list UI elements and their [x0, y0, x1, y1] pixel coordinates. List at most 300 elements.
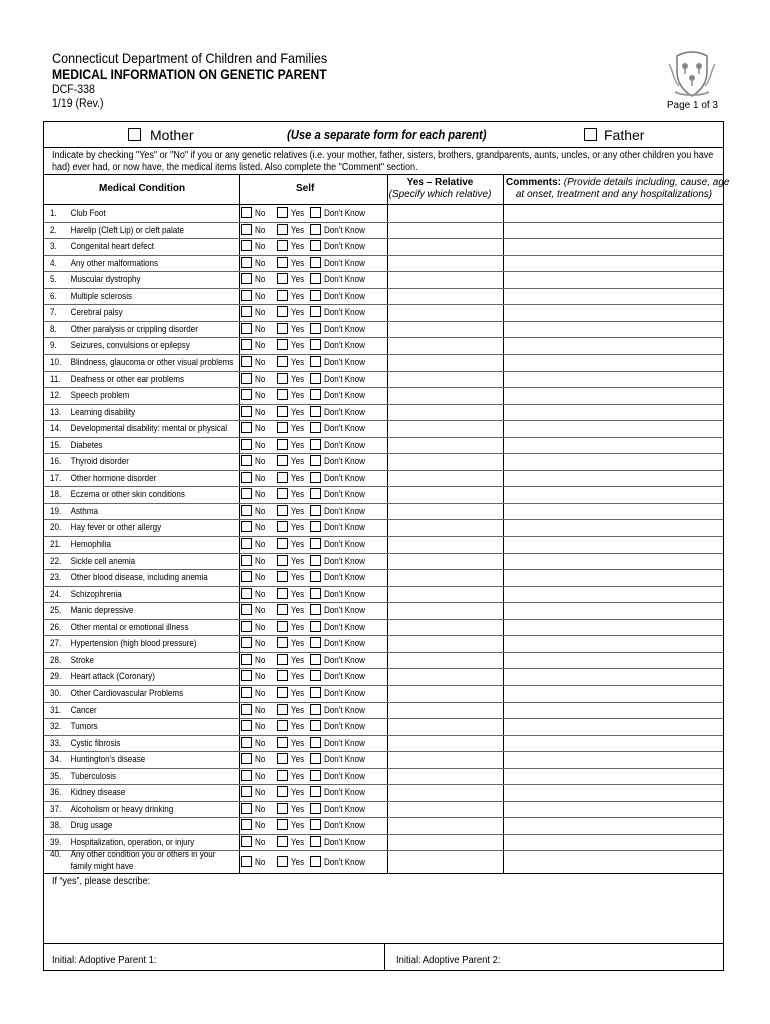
- option-dont-know: [310, 455, 372, 466]
- relative-field[interactable]: [388, 817, 502, 834]
- option-no: [241, 389, 267, 400]
- comments-field[interactable]: [504, 437, 722, 454]
- dont-know-checkbox[interactable]: [310, 819, 321, 830]
- condition-text: Muscular dystrophy: [70, 273, 141, 285]
- option-yes: [277, 621, 306, 632]
- comments-field[interactable]: [504, 536, 722, 553]
- yes-checkbox[interactable]: [277, 670, 288, 681]
- relative-field[interactable]: [388, 586, 502, 603]
- condition-text: Diabetes: [70, 438, 103, 450]
- yes-checkbox[interactable]: [277, 290, 288, 301]
- mother-checkbox[interactable]: [128, 128, 141, 141]
- comments-field[interactable]: [504, 635, 722, 652]
- option-dont-know: [310, 356, 372, 367]
- dont-know-checkbox[interactable]: [310, 422, 321, 433]
- option-label: Yes: [291, 207, 305, 218]
- yes-checkbox[interactable]: [277, 273, 288, 284]
- condition-text: Cystic fibrosis: [70, 736, 121, 748]
- yes-checkbox[interactable]: [277, 555, 288, 566]
- yes-checkbox[interactable]: [277, 505, 288, 516]
- dont-know-checkbox[interactable]: [310, 770, 321, 781]
- relative-field[interactable]: [388, 536, 502, 553]
- dont-know-checkbox[interactable]: [310, 621, 321, 632]
- condition-text: Asthma: [70, 504, 98, 516]
- condition-number: 5.: [50, 273, 57, 285]
- comments-field[interactable]: [504, 553, 722, 570]
- comments-field[interactable]: [504, 586, 722, 603]
- relative-field[interactable]: [388, 321, 502, 338]
- option-label: Yes: [291, 587, 305, 599]
- comments-field[interactable]: [504, 271, 722, 288]
- no-checkbox[interactable]: [241, 422, 252, 433]
- no-checkbox[interactable]: [241, 356, 252, 367]
- option-no: [241, 339, 267, 350]
- dont-know-checkbox[interactable]: [310, 389, 321, 400]
- option-label: Don't Know: [324, 521, 365, 533]
- condition-row: [44, 486, 723, 503]
- condition-row: [44, 652, 723, 669]
- dont-know-checkbox[interactable]: [310, 687, 321, 698]
- no-checkbox[interactable]: [241, 472, 252, 483]
- comments-field[interactable]: [504, 238, 722, 255]
- condition-label: [50, 637, 197, 649]
- dont-know-checkbox[interactable]: [310, 439, 321, 450]
- option-label: Yes: [291, 322, 305, 334]
- dont-know-checkbox[interactable]: [310, 538, 321, 549]
- dont-know-checkbox[interactable]: [310, 224, 321, 235]
- yes-checkbox[interactable]: [277, 621, 288, 632]
- dont-know-checkbox[interactable]: [310, 521, 321, 532]
- relative-field[interactable]: [388, 437, 502, 454]
- yes-checkbox[interactable]: [277, 571, 288, 582]
- comments-field[interactable]: [504, 718, 722, 735]
- option-dont-know: [310, 819, 372, 830]
- dont-know-checkbox[interactable]: [310, 273, 321, 284]
- condition-row: [44, 238, 723, 255]
- option-label: Yes: [291, 670, 305, 682]
- dont-know-checkbox[interactable]: [310, 406, 321, 417]
- no-checkbox[interactable]: [241, 439, 252, 450]
- dont-know-checkbox[interactable]: [310, 505, 321, 516]
- condition-text: Congenital heart defect: [70, 240, 155, 252]
- yes-checkbox[interactable]: [277, 786, 288, 797]
- yes-checkbox[interactable]: [277, 306, 288, 317]
- yes-checkbox[interactable]: [277, 770, 288, 781]
- condition-text: Hemophilia: [70, 538, 111, 549]
- condition-label: [50, 848, 215, 872]
- option-no: [241, 521, 267, 532]
- no-checkbox[interactable]: [241, 488, 252, 499]
- yes-checkbox[interactable]: [277, 836, 288, 847]
- no-checkbox[interactable]: [241, 588, 252, 599]
- comments-field[interactable]: [504, 685, 722, 702]
- option-label: No: [255, 504, 266, 516]
- comments-field[interactable]: [504, 288, 722, 305]
- comments-field[interactable]: [504, 702, 722, 719]
- no-checkbox[interactable]: [241, 505, 252, 516]
- dont-know-checkbox[interactable]: [310, 836, 321, 847]
- relative-field[interactable]: [388, 387, 502, 404]
- comments-field[interactable]: [504, 371, 722, 388]
- initial-adoptive-parent-2[interactable]: Initial: Adoptive Parent 2:: [396, 954, 501, 966]
- comments-field[interactable]: [504, 668, 722, 685]
- no-checkbox[interactable]: [241, 786, 252, 797]
- relative-field[interactable]: [388, 470, 502, 487]
- condition-row: [44, 321, 723, 338]
- comments-field[interactable]: [504, 602, 722, 619]
- relative-field[interactable]: [388, 271, 502, 288]
- initial-adoptive-parent-1[interactable]: Initial: Adoptive Parent 1:: [52, 954, 157, 966]
- dont-know-checkbox[interactable]: [310, 704, 321, 715]
- relative-field[interactable]: [388, 453, 502, 470]
- option-label: No: [255, 372, 266, 384]
- option-no: [241, 571, 267, 582]
- relative-field[interactable]: [388, 569, 502, 586]
- condition-text: Drug usage: [70, 819, 113, 831]
- option-yes: [277, 422, 306, 433]
- no-checkbox[interactable]: [241, 406, 252, 417]
- no-checkbox[interactable]: [241, 704, 252, 715]
- relative-field[interactable]: [388, 420, 502, 437]
- condition-label: [50, 737, 120, 749]
- option-label: Don't Know: [324, 571, 365, 583]
- condition-label: [50, 406, 135, 418]
- form-header: [52, 50, 722, 122]
- yes-checkbox[interactable]: [277, 389, 288, 400]
- yes-checkbox[interactable]: [277, 257, 288, 268]
- option-label: No: [255, 637, 266, 649]
- relative-field[interactable]: [388, 519, 502, 536]
- option-label: No: [255, 306, 266, 318]
- no-checkbox[interactable]: [241, 670, 252, 681]
- comments-field[interactable]: [504, 784, 722, 801]
- relative-field[interactable]: [388, 404, 502, 421]
- yes-checkbox[interactable]: [277, 856, 288, 867]
- dont-know-checkbox[interactable]: [310, 803, 321, 814]
- yes-checkbox[interactable]: [277, 538, 288, 549]
- condition-label: [50, 389, 129, 401]
- no-checkbox[interactable]: [241, 257, 252, 268]
- dont-know-checkbox[interactable]: [310, 737, 321, 748]
- option-dont-know: [310, 290, 372, 301]
- no-checkbox[interactable]: [241, 521, 252, 532]
- dont-know-checkbox[interactable]: [310, 637, 321, 648]
- relative-field[interactable]: [388, 205, 502, 222]
- comments-field[interactable]: [504, 205, 722, 222]
- yes-checkbox[interactable]: [277, 339, 288, 350]
- comments-field[interactable]: [504, 337, 722, 354]
- yes-checkbox[interactable]: [277, 604, 288, 615]
- condition-label: [50, 373, 184, 385]
- dont-know-checkbox[interactable]: [310, 488, 321, 499]
- condition-text-continued: family might have: [70, 860, 134, 872]
- no-checkbox[interactable]: [241, 240, 252, 251]
- no-checkbox[interactable]: [241, 555, 252, 566]
- condition-number: 2.: [50, 223, 57, 235]
- comments-field[interactable]: [504, 751, 722, 768]
- yes-checkbox[interactable]: [277, 240, 288, 251]
- dont-know-checkbox[interactable]: [310, 356, 321, 367]
- condition-number: 4.: [50, 256, 57, 268]
- condition-label: [50, 786, 125, 798]
- no-checkbox[interactable]: [241, 720, 252, 731]
- option-yes: [277, 571, 306, 582]
- dont-know-checkbox[interactable]: [310, 373, 321, 384]
- comments-field[interactable]: [504, 735, 722, 752]
- option-label: No: [255, 819, 266, 831]
- comments-field[interactable]: [504, 850, 722, 867]
- dont-know-checkbox[interactable]: [310, 339, 321, 350]
- relative-field[interactable]: [388, 735, 502, 752]
- relative-field[interactable]: [388, 850, 502, 867]
- comments-field[interactable]: [504, 404, 722, 421]
- yes-checkbox[interactable]: [277, 455, 288, 466]
- relative-field[interactable]: [388, 619, 502, 636]
- condition-row: [44, 702, 723, 719]
- dont-know-checkbox[interactable]: [310, 207, 321, 218]
- relative-field[interactable]: [388, 337, 502, 354]
- relative-field[interactable]: [388, 238, 502, 255]
- option-label: No: [255, 289, 266, 301]
- condition-number: 6.: [50, 289, 57, 301]
- yes-checkbox[interactable]: [277, 588, 288, 599]
- relative-field[interactable]: [388, 304, 502, 321]
- relative-field[interactable]: [388, 768, 502, 785]
- no-checkbox[interactable]: [241, 339, 252, 350]
- option-label: No: [255, 355, 266, 367]
- relative-field[interactable]: [388, 751, 502, 768]
- option-label: No: [255, 587, 266, 599]
- dont-know-checkbox[interactable]: [310, 720, 321, 731]
- no-checkbox[interactable]: [241, 455, 252, 466]
- comments-field[interactable]: [504, 519, 722, 536]
- relative-field[interactable]: [388, 718, 502, 735]
- option-label: Yes: [291, 339, 305, 351]
- condition-label: [50, 687, 183, 699]
- relative-field[interactable]: [388, 503, 502, 520]
- no-checkbox[interactable]: [241, 836, 252, 847]
- option-label: Yes: [291, 571, 305, 583]
- relative-field[interactable]: [388, 652, 502, 669]
- condition-row: [44, 420, 723, 437]
- option-yes: [277, 389, 306, 400]
- yes-checkbox[interactable]: [277, 704, 288, 715]
- option-yes: [277, 406, 306, 417]
- option-label: Yes: [291, 653, 305, 665]
- condition-text: Other mental or emotional illness: [70, 620, 189, 632]
- dont-know-checkbox[interactable]: [310, 472, 321, 483]
- comments-field[interactable]: [504, 387, 722, 404]
- condition-row: [44, 602, 723, 619]
- yes-checkbox[interactable]: [277, 356, 288, 367]
- yes-checkbox[interactable]: [277, 224, 288, 235]
- relative-field[interactable]: [388, 685, 502, 702]
- relative-field[interactable]: [388, 255, 502, 272]
- option-label: Don't Know: [324, 339, 365, 351]
- no-checkbox[interactable]: [241, 856, 252, 867]
- yes-checkbox[interactable]: [277, 406, 288, 417]
- no-checkbox[interactable]: [241, 273, 252, 284]
- dont-know-checkbox[interactable]: [310, 588, 321, 599]
- no-checkbox[interactable]: [241, 306, 252, 317]
- yes-checkbox[interactable]: [277, 439, 288, 450]
- relative-field[interactable]: [388, 801, 502, 818]
- comments-field[interactable]: [504, 817, 722, 834]
- no-checkbox[interactable]: [241, 373, 252, 384]
- relative-field[interactable]: [388, 635, 502, 652]
- dont-know-checkbox[interactable]: [310, 670, 321, 681]
- no-checkbox[interactable]: [241, 207, 252, 218]
- relative-field[interactable]: [388, 354, 502, 371]
- yes-checkbox[interactable]: [277, 521, 288, 532]
- comments-field[interactable]: [504, 801, 722, 818]
- relative-field[interactable]: [388, 222, 502, 239]
- relative-field[interactable]: [388, 288, 502, 305]
- option-label: No: [255, 273, 266, 285]
- option-label: Yes: [291, 521, 305, 533]
- dont-know-checkbox[interactable]: [310, 323, 321, 334]
- dont-know-checkbox[interactable]: [310, 455, 321, 466]
- yes-checkbox[interactable]: [277, 637, 288, 648]
- yes-checkbox[interactable]: [277, 737, 288, 748]
- condition-number: 21.: [50, 538, 62, 549]
- no-checkbox[interactable]: [241, 389, 252, 400]
- condition-text: Hospitalization, operation, or injury: [70, 835, 195, 847]
- relative-field[interactable]: [388, 784, 502, 801]
- no-checkbox[interactable]: [241, 687, 252, 698]
- relative-field[interactable]: [388, 702, 502, 719]
- dont-know-checkbox[interactable]: [310, 604, 321, 615]
- yes-checkbox[interactable]: [277, 687, 288, 698]
- option-dont-know: [310, 704, 372, 715]
- yes-checkbox[interactable]: [277, 819, 288, 830]
- comments-field[interactable]: [504, 486, 722, 503]
- comments-field[interactable]: [504, 470, 722, 487]
- form-number: DCF-338: [52, 84, 95, 96]
- condition-number: 37.: [50, 802, 62, 814]
- dont-know-checkbox[interactable]: [310, 856, 321, 867]
- condition-text: Hay fever or other allergy: [70, 521, 162, 533]
- dont-know-checkbox[interactable]: [310, 306, 321, 317]
- option-label: Don't Know: [324, 786, 365, 798]
- no-checkbox[interactable]: [241, 621, 252, 632]
- yes-checkbox[interactable]: [277, 720, 288, 731]
- option-label: Yes: [291, 504, 305, 516]
- comments-field[interactable]: [504, 569, 722, 586]
- condition-row: [44, 271, 723, 288]
- no-checkbox[interactable]: [241, 737, 252, 748]
- dont-know-checkbox[interactable]: [310, 257, 321, 268]
- describe-field[interactable]: [44, 888, 723, 942]
- option-yes: [277, 339, 306, 350]
- relative-field[interactable]: [388, 834, 502, 851]
- option-label: Yes: [291, 355, 305, 367]
- relative-field[interactable]: [388, 371, 502, 388]
- no-checkbox[interactable]: [241, 571, 252, 582]
- yes-checkbox[interactable]: [277, 323, 288, 334]
- no-checkbox[interactable]: [241, 323, 252, 334]
- yes-checkbox[interactable]: [277, 207, 288, 218]
- option-label: Yes: [291, 753, 305, 765]
- condition-text: Heart attack (Coronary): [70, 670, 155, 682]
- dont-know-checkbox[interactable]: [310, 290, 321, 301]
- no-checkbox[interactable]: [241, 604, 252, 615]
- dont-know-checkbox[interactable]: [310, 571, 321, 582]
- comments-field[interactable]: [504, 255, 722, 272]
- option-yes: [277, 306, 306, 317]
- comments-field[interactable]: [504, 420, 722, 437]
- option-dont-know: [310, 588, 372, 599]
- comments-field[interactable]: [504, 321, 722, 338]
- yes-checkbox[interactable]: [277, 803, 288, 814]
- yes-checkbox[interactable]: [277, 753, 288, 764]
- yes-checkbox[interactable]: [277, 488, 288, 499]
- option-label: No: [255, 736, 266, 748]
- option-label: Yes: [291, 703, 305, 715]
- dont-know-checkbox[interactable]: [310, 555, 321, 566]
- no-checkbox[interactable]: [241, 654, 252, 665]
- comments-field[interactable]: [504, 652, 722, 669]
- condition-number: 14.: [50, 422, 62, 434]
- condition-number: 27.: [50, 637, 62, 649]
- option-yes: [277, 654, 306, 665]
- dont-know-checkbox[interactable]: [310, 654, 321, 665]
- comments-field[interactable]: [504, 768, 722, 785]
- condition-number: 39.: [50, 835, 62, 847]
- condition-label: [50, 224, 184, 236]
- relative-field[interactable]: [388, 602, 502, 619]
- yes-checkbox[interactable]: [277, 373, 288, 384]
- option-dont-know: [310, 505, 372, 516]
- no-checkbox[interactable]: [241, 538, 252, 549]
- dont-know-checkbox[interactable]: [310, 786, 321, 797]
- condition-number: 28.: [50, 653, 62, 665]
- option-no: [241, 323, 267, 334]
- no-checkbox[interactable]: [241, 819, 252, 830]
- relative-field[interactable]: [388, 553, 502, 570]
- comments-field[interactable]: [504, 503, 722, 520]
- comments-field[interactable]: [504, 834, 722, 851]
- no-checkbox[interactable]: [241, 224, 252, 235]
- option-dont-know: [310, 439, 372, 450]
- dont-know-checkbox[interactable]: [310, 240, 321, 251]
- relative-field[interactable]: [388, 486, 502, 503]
- condition-label: [50, 555, 135, 567]
- option-label: No: [255, 686, 266, 698]
- no-checkbox[interactable]: [241, 803, 252, 814]
- comments-field[interactable]: [504, 354, 722, 371]
- comments-field[interactable]: [504, 304, 722, 321]
- option-yes: [277, 290, 306, 301]
- grid-line: [44, 873, 723, 874]
- father-checkbox[interactable]: [584, 128, 597, 141]
- no-checkbox[interactable]: [241, 637, 252, 648]
- dont-know-checkbox[interactable]: [310, 753, 321, 764]
- option-label: No: [255, 571, 266, 583]
- option-label: Don't Know: [324, 653, 365, 665]
- yes-checkbox[interactable]: [277, 472, 288, 483]
- comments-field[interactable]: [504, 453, 722, 470]
- comments-field[interactable]: [504, 619, 722, 636]
- no-checkbox[interactable]: [241, 770, 252, 781]
- comments-field[interactable]: [504, 222, 722, 239]
- relative-field[interactable]: [388, 668, 502, 685]
- option-label: Don't Know: [324, 538, 365, 549]
- yes-checkbox[interactable]: [277, 654, 288, 665]
- yes-checkbox[interactable]: [277, 422, 288, 433]
- no-checkbox[interactable]: [241, 753, 252, 764]
- no-checkbox[interactable]: [241, 290, 252, 301]
